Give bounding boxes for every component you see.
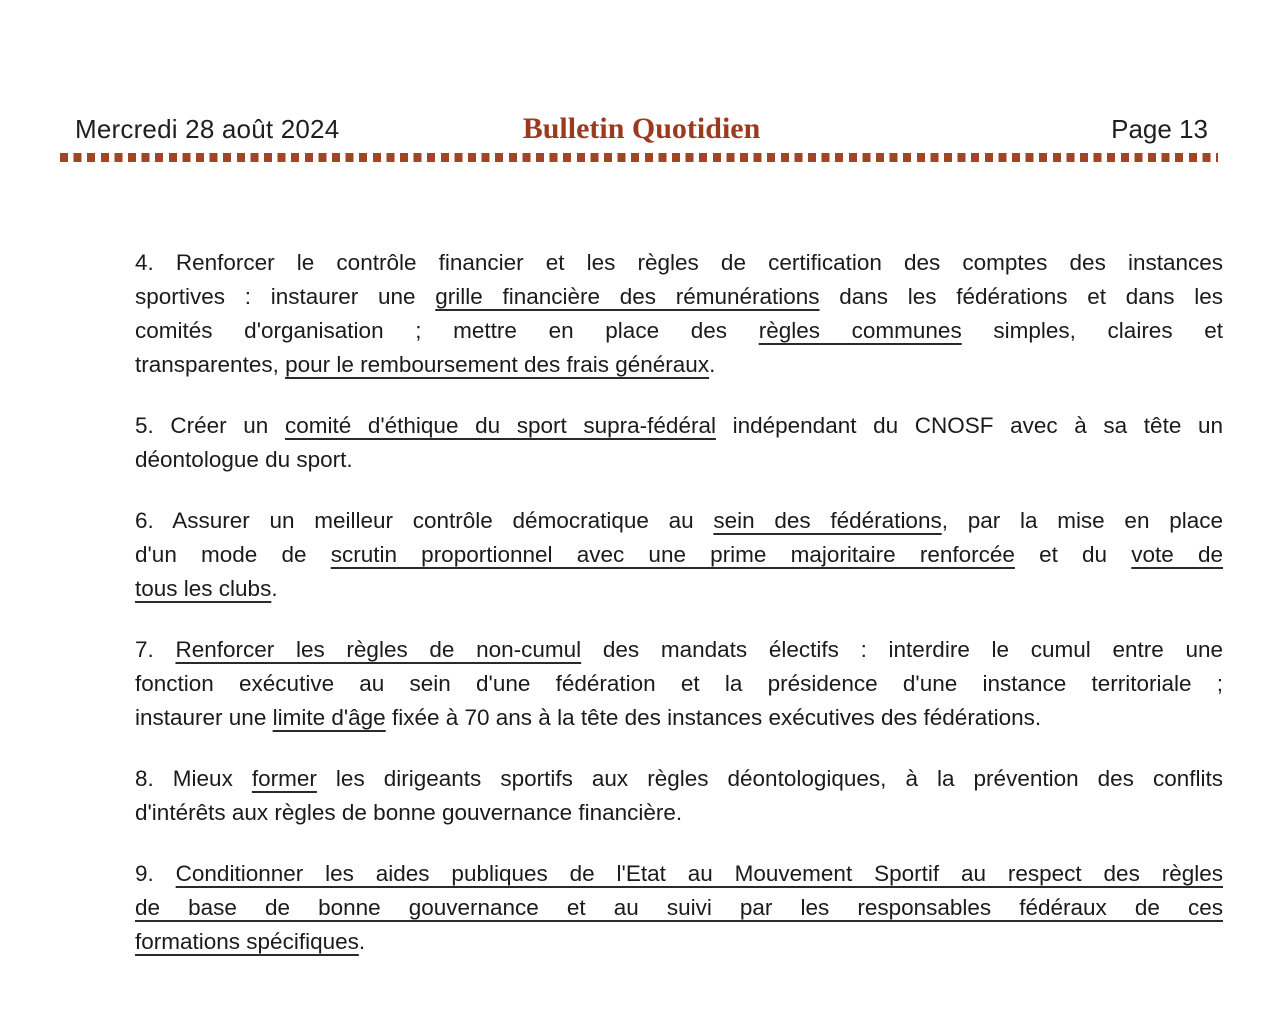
dotted-divider [60,153,1218,162]
text-line [135,538,1223,572]
text-segment: d'intérêts aux règles de bonne gouvernance financière. [135,800,683,825]
paragraph [135,246,1223,382]
text-segment: 9. [135,861,176,886]
text-line [135,409,1223,443]
underlined-text: sein des fédérations [713,508,942,533]
document-body [135,246,1223,959]
text-segment: les dirigeants sportifs aux règles déontologiques, à la prévention des conflits [316,766,1224,791]
paragraph [135,762,1223,830]
text-line [135,504,1223,538]
text-segment: d'un mode de [135,542,331,567]
underlined-text: vote de [1131,542,1224,567]
text-segment: 6. Assurer un meilleur contrôle démocratique au [135,508,714,533]
underlined-text: règles communes [758,318,962,343]
paragraph [135,409,1223,477]
text-segment: 8. Mieux [135,766,252,791]
text-segment: 4. Renforcer le contrôle financier et les règles de certification des comptes des instances [135,250,1223,275]
text-segment: déontologue du sport. [135,447,353,472]
underlined-text: limite d'âge [272,705,386,730]
text-segment: 7. [135,637,176,662]
underlined-text: Renforcer les règles de non-cumul [175,637,582,662]
underlined-text: de base de bonne gouvernance et au suivi par les responsables fédéraux de ces [135,895,1223,920]
text-line [135,443,1223,477]
underlined-text: tous les clubs [135,576,272,601]
text-line [135,314,1223,348]
text-segment: instaurer une [135,705,273,730]
text-line [135,857,1223,891]
text-segment: . [358,929,366,954]
newsletter-title: Bulletin Quotidien [522,112,761,145]
underlined-text: Conditionner les aides publiques de l'Etat au Mouvement Sportif au respect des règles [175,861,1223,886]
paragraph [135,504,1223,606]
text-line [135,762,1223,796]
text-segment: des mandats électifs : interdire le cumul entre une [581,637,1223,662]
text-segment: transparentes, [135,352,286,377]
text-line [135,925,1223,959]
text-segment: et du [1014,542,1132,567]
underlined-text: formations spécifiques [135,929,359,954]
text-segment: , par la mise en place [941,508,1223,533]
text-segment: dans les fédérations et dans les [819,284,1223,309]
underlined-text: scrutin proportionnel avec une prime majoritaire renforcée [330,542,1015,567]
page-header [75,112,1208,146]
text-segment: comités d'organisation ; mettre en place des [135,318,759,343]
text-line [135,246,1223,280]
text-line [135,667,1223,701]
underlined-text: former [251,766,317,791]
text-segment: . [709,352,716,377]
underlined-text: comité d'éthique du sport supra-fédéral [284,413,716,438]
text-segment: fixée à 70 ans à la tête des instances exécutives des fédérations. [385,705,1042,730]
text-line [135,701,1223,735]
text-segment: 5. Créer un [135,413,285,438]
text-segment: simples, claires et [961,318,1224,343]
text-segment: sportives : instaurer une [135,284,436,309]
text-line [135,348,1223,382]
header-date: Mercredi 28 août 2024 [75,114,340,144]
page-number: Page 13 [1111,114,1208,144]
underlined-text: pour le remboursement des frais généraux [285,352,710,377]
text-line [135,633,1223,667]
underlined-text: grille financière des rémunérations [435,284,820,309]
paragraph [135,857,1223,959]
text-line [135,891,1223,925]
text-segment: indépendant du CNOSF avec à sa tête un [715,413,1223,438]
text-line [135,280,1223,314]
paragraph [135,633,1223,735]
text-segment: fonction exécutive au sein d'une fédération et la présidence d'une instance territoriale ; [135,671,1223,696]
text-segment: . [271,576,278,601]
text-line [135,796,1223,830]
text-line [135,572,1223,606]
